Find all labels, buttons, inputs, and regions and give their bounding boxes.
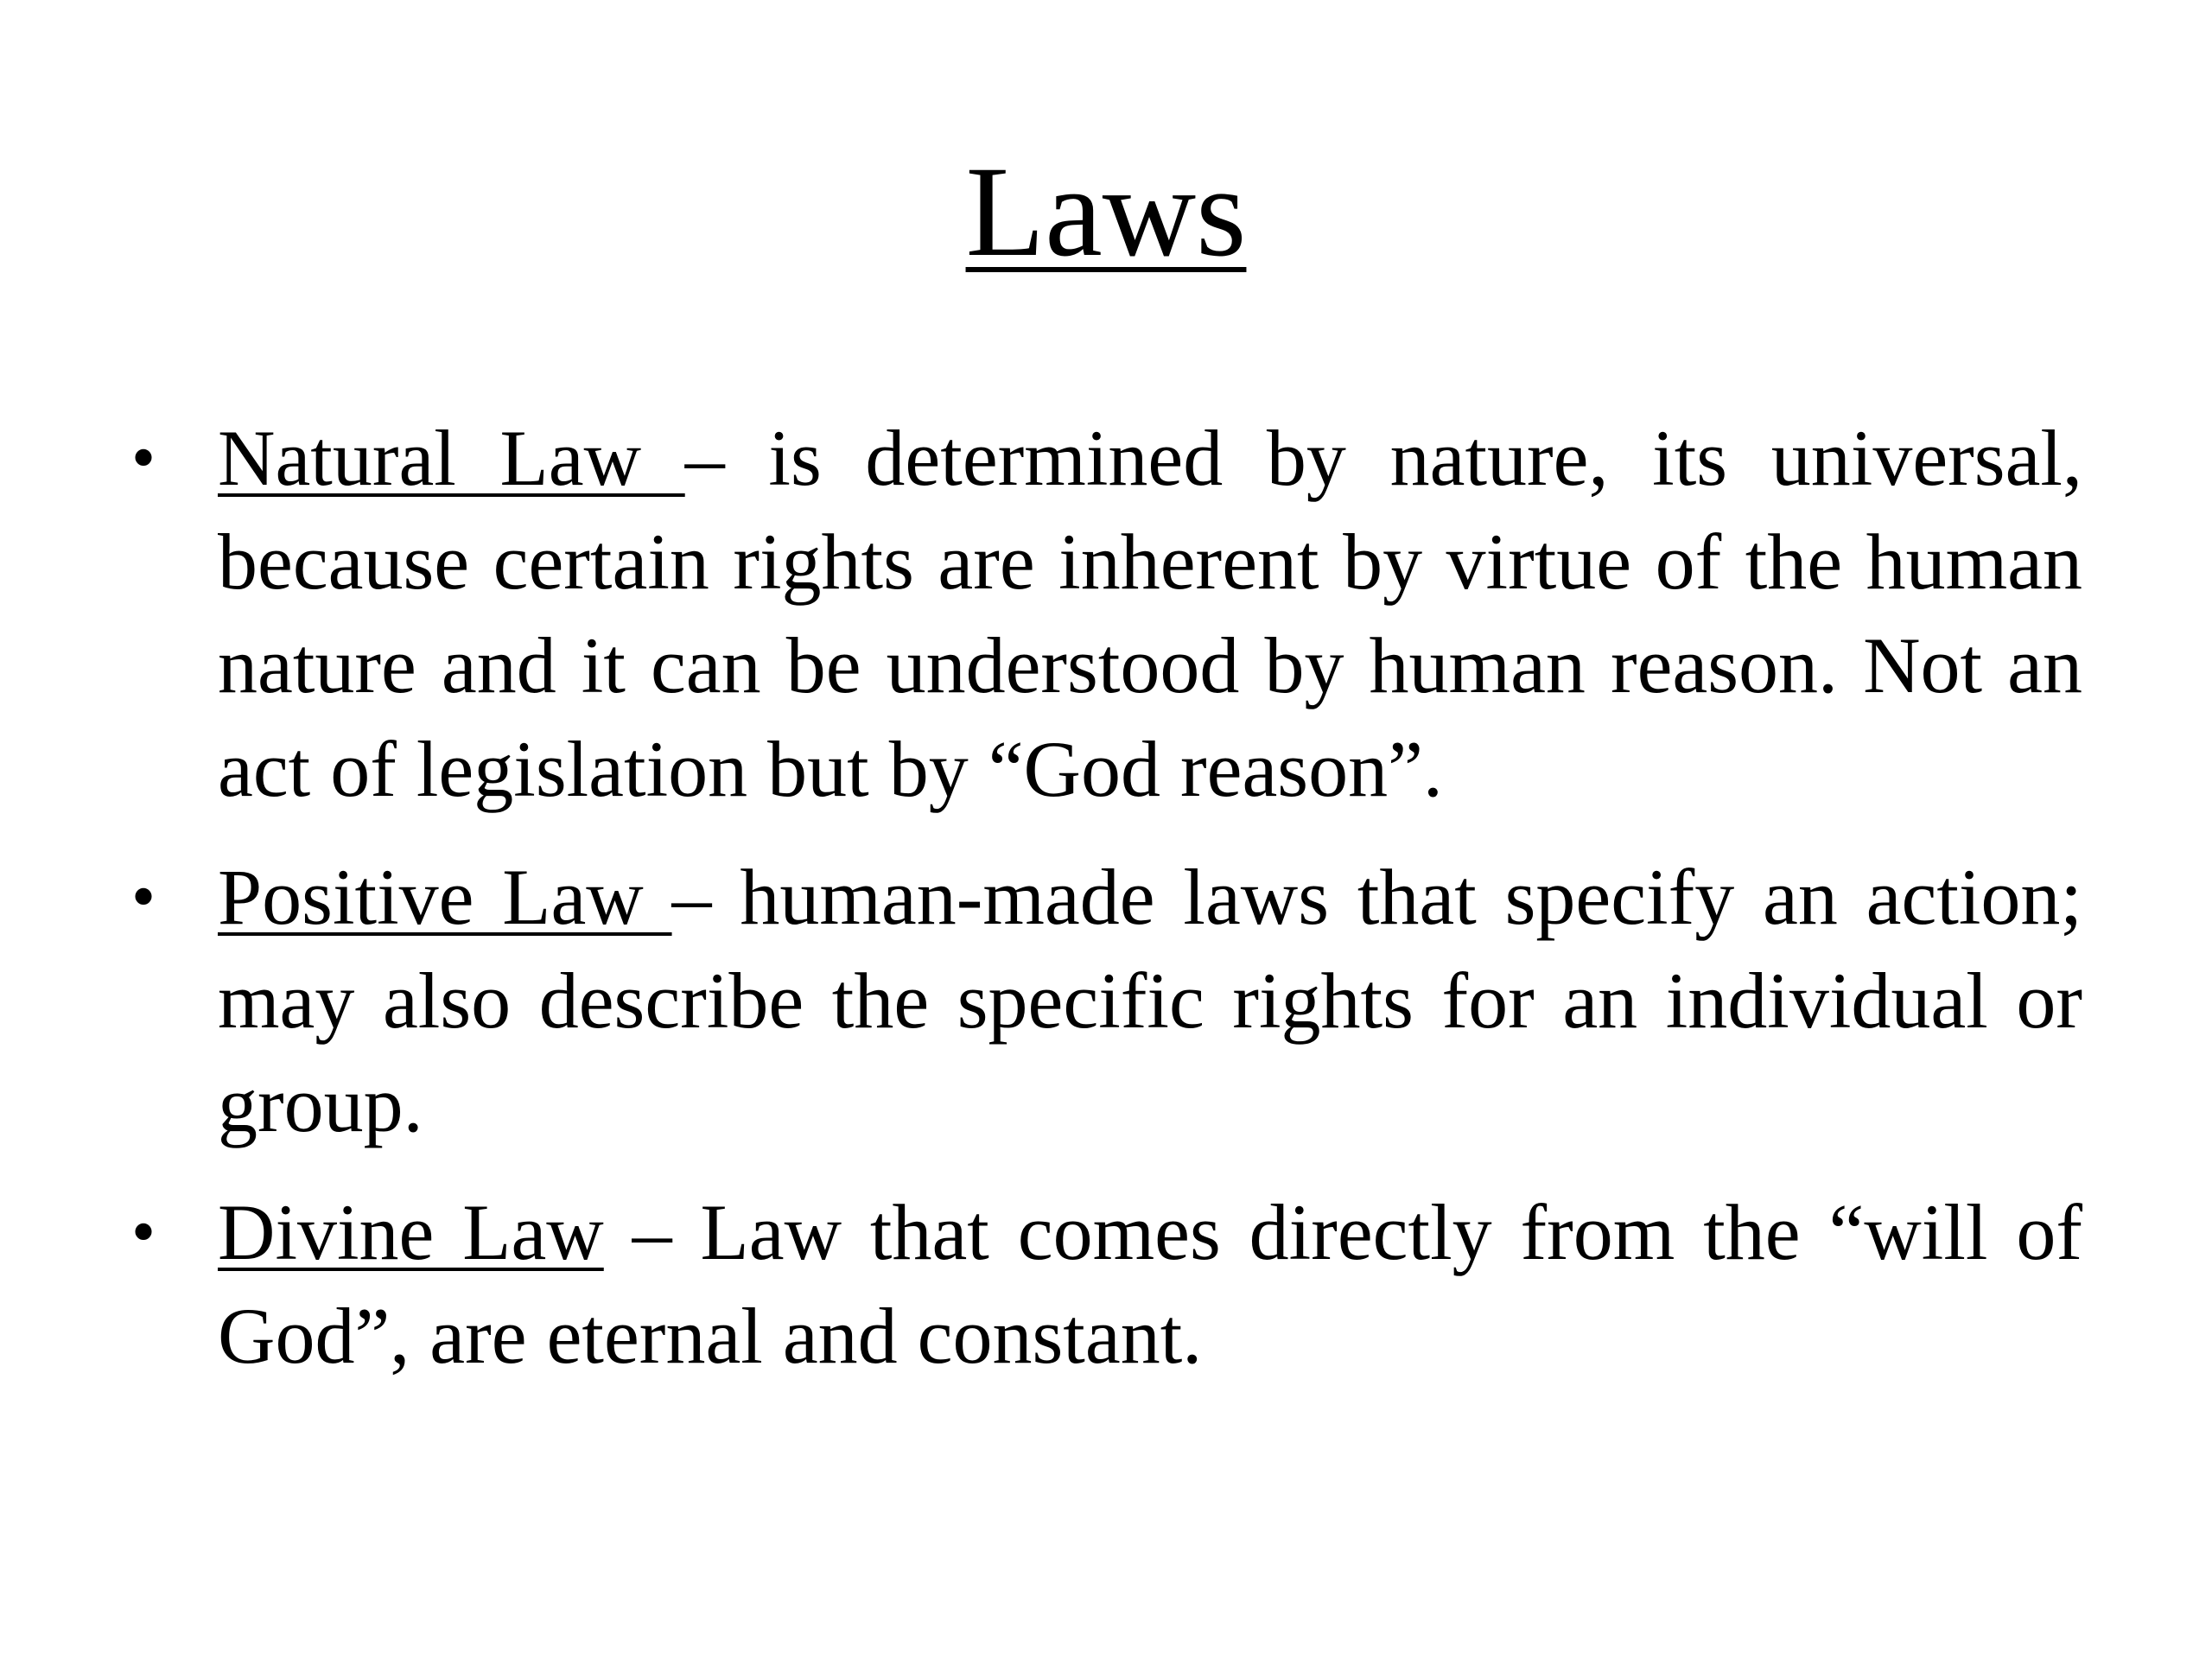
- bullet-natural-law: [131, 406, 2082, 821]
- term-positive-law: Positive Law: [218, 853, 672, 941]
- bullet-list: [0, 406, 2212, 1412]
- bullet-icon: •: [131, 859, 156, 935]
- term-divine-law: Divine Law: [218, 1188, 604, 1276]
- bullet-icon: •: [131, 420, 156, 496]
- slide-title: [0, 138, 2212, 285]
- definition-positive-law: – human-made laws that specify an action; may also describe the specific rights for an individual or group.: [218, 853, 2082, 1148]
- bullet-divine-law: [131, 1180, 2083, 1388]
- definition-natural-law: – is determined by nature, its universal, because certain rights are inherent by virtue of the human nature and it can be understood by human reason. Not an act of legislation but by “God reason”.: [218, 414, 2082, 813]
- bullet-icon: •: [131, 1194, 156, 1270]
- bullet-positive-law: [131, 845, 2082, 1156]
- slide-title-text: Laws: [965, 140, 1247, 283]
- definition-divine-law: – Law that comes directly from the “will of God”, are eternal and constant.: [218, 1188, 2083, 1380]
- term-natural-law: Natural Law: [218, 414, 685, 502]
